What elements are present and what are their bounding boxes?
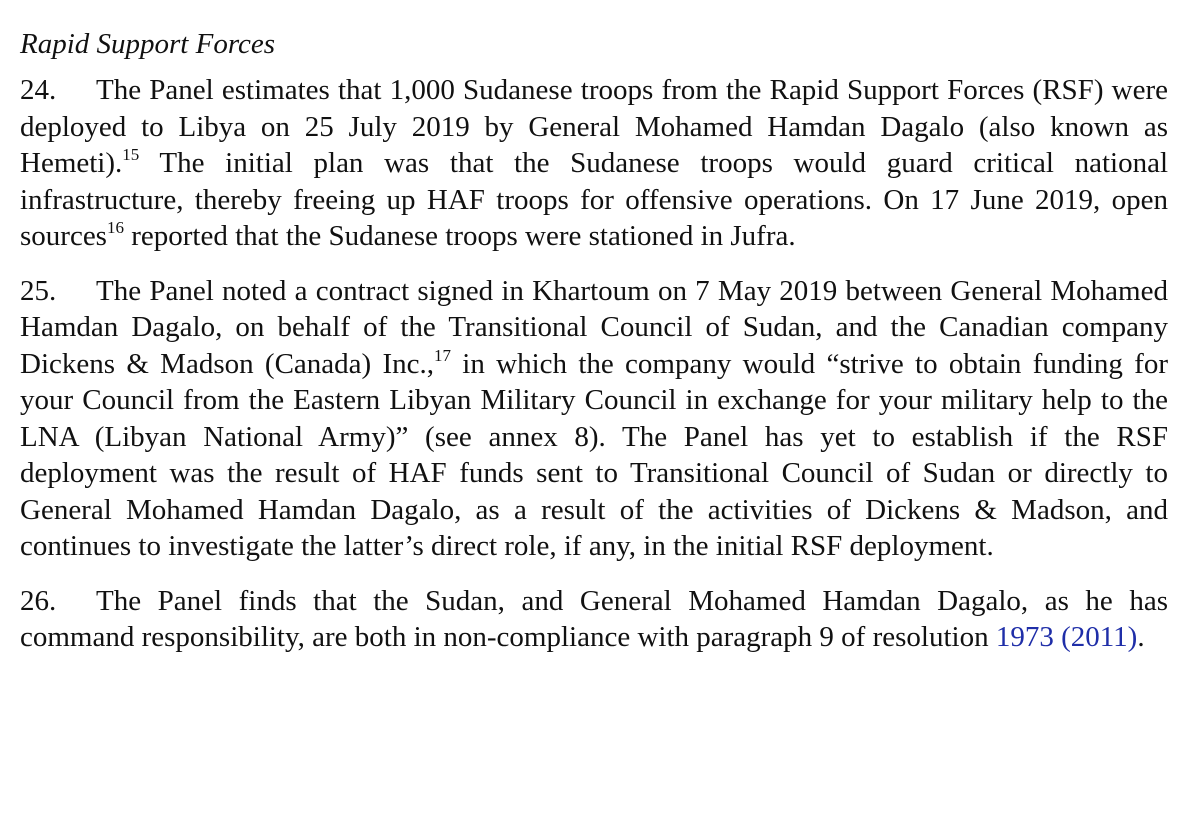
paragraph-number: 26.: [20, 584, 57, 617]
footnote-ref-17[interactable]: 17: [434, 345, 452, 365]
paragraph-number: 25.: [20, 274, 57, 307]
paragraph-text: .: [1137, 621, 1145, 653]
section-heading: Rapid Support Forces: [20, 28, 276, 60]
paragraph-26: [20, 583, 1168, 656]
footnote-ref-16[interactable]: 16: [106, 218, 124, 238]
paragraph-text: reported that the Sudanese troops were stationed in Jufra.: [123, 220, 796, 252]
paragraph-text: The Panel finds that the Sudan, and General Mohamed Hamdan Dagalo, as he has command responsibility, are both in non-compliance with paragraph 9 of resolution: [20, 584, 1168, 653]
paragraph-number: 24.: [20, 74, 57, 106]
resolution-link[interactable]: 1973 (2011): [995, 621, 1138, 653]
paragraph-text: The Panel noted a contract signed in Khartoum on 7 May 2019 between General Mohamed Hamdan Dagalo, on behalf of the Transitional Council of Sudan, and the Canadian company Dickens & Madson (Canada) Inc.,: [20, 274, 1168, 380]
footnote-ref-15[interactable]: 15: [122, 145, 140, 165]
paragraph-text: The Panel estimates that 1,000 Sudanese troops from the Rapid Support Forces (RSF) were deployed to Libya on 25 July 2019 by General Mohamed Hamdan Dagalo (also known as Hemeti).: [20, 74, 1168, 179]
paragraph-text: in which the company would “strive to obtain funding for your Council from the Eastern Libyan Military Council in exchange for your military help to the LNA (Libyan National Army)” (see annex 8). The Panel has yet to establish if the RSF deployment was the result of HAF funds sent to Transitional Council of Sudan or directly to General Mohamed Hamdan Dagalo, as a result of the activities of Dickens & Madson, and continues to investigate the latter’s direct role, if any, in the initial RSF deployment.: [20, 347, 1168, 562]
paragraph-25: [20, 273, 1168, 565]
paragraph-text: The initial plan was that the Sudanese troops would guard critical national infrastructure, thereby freeing up HAF troops for offensive operations. On 17 June 2019, open sources: [20, 147, 1168, 252]
paragraph-24: [20, 72, 1168, 255]
